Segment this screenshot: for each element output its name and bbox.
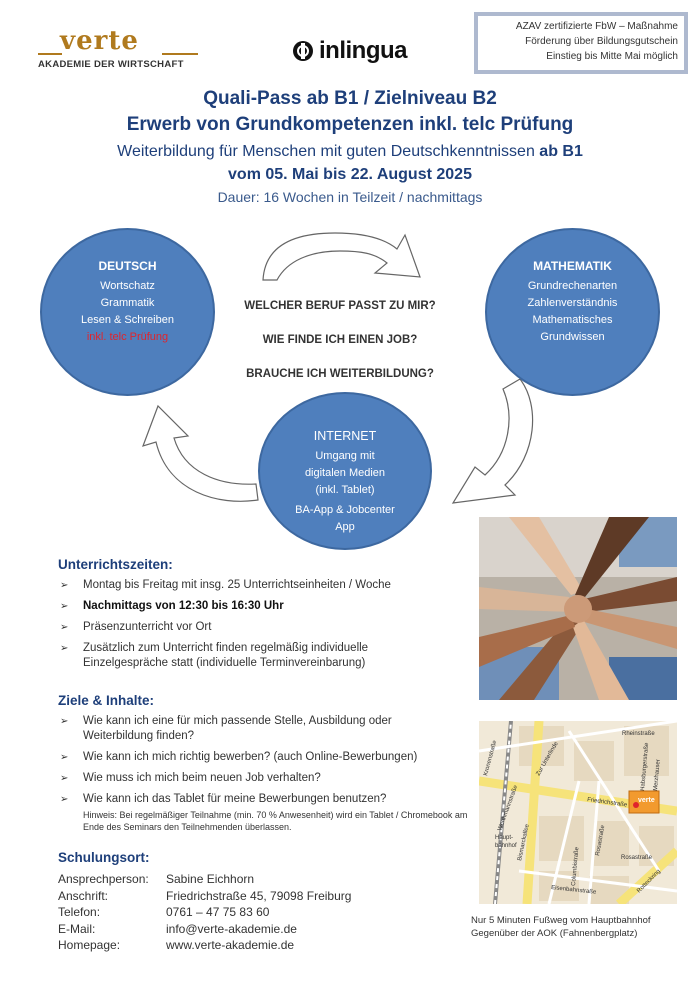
map-street-label: Bismarckallee — [517, 823, 531, 862]
section-heading-schulungsort: Schulungsort: — [58, 850, 150, 865]
list-item — [60, 714, 440, 744]
map-street-label: Rosastraße — [595, 824, 607, 857]
circle-item: BA-App & Jobcenter — [295, 504, 395, 516]
list-item — [60, 641, 440, 671]
map-caption-line: Gegenüber der AOK (Fahnenbergplatz) — [471, 928, 638, 939]
map-street-label: Friedrichstraße — [586, 797, 628, 809]
bullet-arrow-icon: ➢ — [60, 622, 69, 633]
contact-label: Anschrift: — [58, 888, 109, 903]
list-item-text: Montag bis Freitag mit insg. 25 Unterrichtseinheiten / Woche — [83, 579, 391, 591]
contact-row — [58, 921, 351, 938]
course-dates: vom 05. Mai bis 22. August 2025 — [228, 166, 472, 183]
bullet-arrow-icon: ➢ — [60, 773, 69, 784]
map-street-label: Werthmannstraße — [497, 784, 520, 832]
list-item — [60, 599, 470, 614]
cycle-arrow-left-icon — [138, 402, 268, 512]
contact-row — [58, 937, 351, 954]
circle-item: Grundwissen — [540, 331, 605, 343]
questions-block — [230, 298, 450, 400]
circle-item: Umgang mit — [315, 450, 375, 462]
subtitle-level: ab B1 — [539, 143, 583, 160]
list-item-text: Nachmittags von 12:30 bis 16:30 Uhr — [83, 600, 284, 612]
circle-item: Grammatik — [100, 297, 155, 309]
contact-phone[interactable]: 0761 – 47 75 83 60 — [166, 905, 270, 919]
map-street-label: Kronenstraße — [483, 739, 499, 777]
circle-title: DEUTSCH — [98, 259, 157, 273]
location-map — [479, 721, 677, 904]
list-item — [60, 771, 470, 786]
list-item-text: Präsenzunterricht vor Ort — [83, 621, 212, 633]
map-building-label: verte — [638, 797, 655, 804]
list-item-text: Zusätzlich zum Unterricht finden regelmäßig individuelle Einzelgespräche statt (individuelle Terminvereinbarung) — [83, 642, 369, 669]
hands-illustration-icon — [479, 517, 677, 700]
question: WIE FINDE ICH EINEN JOB? — [262, 334, 418, 346]
verte-logo-tagline: AKADEMIE DER WIRTSCHAFT — [38, 59, 184, 70]
contact-label: Telefon: — [58, 905, 101, 919]
map-street-label: Columbistraße — [571, 846, 581, 887]
bullet-arrow-icon: ➢ — [60, 752, 69, 763]
azav-line: Förderung über Bildungsgutschein — [525, 36, 678, 47]
list-item — [60, 578, 470, 593]
map-caption — [471, 914, 691, 940]
map-street-label: Eisenbahnstraße — [550, 885, 597, 896]
circle-item: Mathematisches — [532, 314, 613, 326]
question: BRAUCHE ICH WEITERBILDUNG? — [246, 368, 434, 380]
contact-value: Friedrichstraße 45, 79098 Freiburg — [166, 888, 352, 903]
street-map-icon — [479, 721, 677, 904]
circle-highlight: inkl. telc Prüfung — [86, 331, 169, 343]
contact-table — [58, 871, 351, 954]
list-item — [60, 620, 470, 635]
contact-label: Homepage: — [58, 938, 121, 952]
map-street-label: Merzhauser — [653, 759, 662, 792]
list-item-text: Wie muss ich mich beim neuen Job verhalten? — [83, 772, 321, 784]
map-caption-line: Nur 5 Minuten Fußweg vom Hauptbahnhof — [471, 915, 651, 926]
map-street-label: Rosastraße — [621, 855, 653, 861]
azav-line: AZAV zertifizierte FbW – Maßnahme — [515, 21, 678, 32]
verte-logo-word: verte — [60, 26, 139, 56]
bullet-arrow-icon: ➢ — [60, 601, 69, 612]
inlingua-logo — [292, 36, 407, 66]
map-street-label: Habsburgerstraße — [640, 742, 651, 792]
map-street-label: Rheinstraße — [622, 731, 655, 737]
bullet-arrow-icon: ➢ — [60, 580, 69, 591]
circle-internet — [258, 392, 432, 550]
verte-logo — [38, 28, 198, 72]
azav-line: Einstieg bis Mitte Mai möglich — [546, 51, 678, 62]
map-street-label: Zur Unterlinde — [535, 741, 560, 777]
contact-value: Sabine Eichhorn — [166, 872, 255, 886]
title-line-1: Quali-Pass ab B1 / Zielniveau B2 — [203, 88, 497, 109]
title-block — [0, 86, 700, 208]
subtitle — [0, 140, 700, 163]
inlingua-mark-icon — [292, 40, 314, 62]
list-item-text: Wie kann ich das Tablet für meine Bewerbungen benutzen? — [83, 793, 387, 805]
section-heading-ziele: Ziele & Inhalte: — [58, 693, 155, 708]
circle-deutsch — [40, 228, 215, 396]
contact-label: E-Mail: — [58, 921, 96, 936]
cycle-arrow-right-icon — [445, 375, 545, 510]
contact-row — [58, 871, 351, 888]
azav-info-box — [474, 12, 688, 74]
circle-mathematik — [485, 228, 660, 396]
bullet-arrow-icon: ➢ — [60, 716, 69, 727]
circle-item: Zahlenverständnis — [527, 297, 618, 309]
course-duration: Dauer: 16 Wochen in Teilzeit / nachmittags — [217, 189, 483, 205]
list-item-text: Wie kann ich eine für mich passende Stelle, Ausbildung oder Weiterbildung finden? — [83, 715, 392, 742]
circle-item: App — [335, 521, 355, 533]
contact-row — [58, 888, 351, 905]
circle-title: MATHEMATIK — [533, 259, 612, 273]
unterricht-list — [60, 578, 470, 677]
circle-item: digitalen Medien — [304, 467, 386, 479]
list-item — [60, 792, 470, 833]
map-street-label: Rotteckring — [636, 868, 662, 895]
title-line-2: Erwerb von Grundkompetenzen inkl. telc Prüfung — [126, 114, 574, 135]
section-heading-unterrichtszeiten: Unterrichtszeiten: — [58, 557, 173, 572]
list-item-text: Wie kann ich mich richtig bewerben? (auch Online-Bewerbungen) — [83, 751, 418, 763]
circle-item: Grundrechenarten — [527, 280, 618, 292]
inlingua-logo-word: inlingua — [319, 37, 407, 64]
circle-title: INTERNET — [313, 429, 377, 443]
teamwork-hands-photo — [479, 517, 677, 700]
question: WELCHER BERUF PASST ZU MIR? — [244, 300, 436, 312]
ziele-list — [60, 714, 470, 839]
contact-row — [58, 904, 351, 921]
cycle-arrow-top-icon — [255, 225, 425, 287]
bullet-arrow-icon: ➢ — [60, 643, 69, 654]
contact-homepage-link[interactable]: www.verte-akademie.de — [166, 938, 295, 952]
contact-email-link[interactable]: info@verte-akademie.de — [166, 921, 297, 936]
circle-item: Wortschatz — [100, 280, 155, 292]
contact-label: Ansprechperson: — [58, 872, 149, 886]
logo-line-right — [162, 53, 198, 55]
bullet-arrow-icon: ➢ — [60, 794, 69, 805]
tablet-hint: Hinweis: Bei regelmäßiger Teilnahme (min. 70 % Anwesenheit) wird ein Tablet / Chromebook am Ende des Seminars den Teilnehmenden überlassen. — [83, 810, 468, 832]
map-station-label: Haupt- — [495, 835, 514, 841]
subtitle-text: Weiterbildung für Menschen mit guten Deutschkenntnissen — [117, 143, 535, 160]
list-item — [60, 750, 470, 765]
circle-item: (inkl. Tablet) — [315, 484, 375, 496]
logo-line-left — [38, 53, 62, 55]
map-station-label: bahnhof — [495, 843, 517, 849]
circle-item: Lesen & Schreiben — [81, 314, 174, 326]
